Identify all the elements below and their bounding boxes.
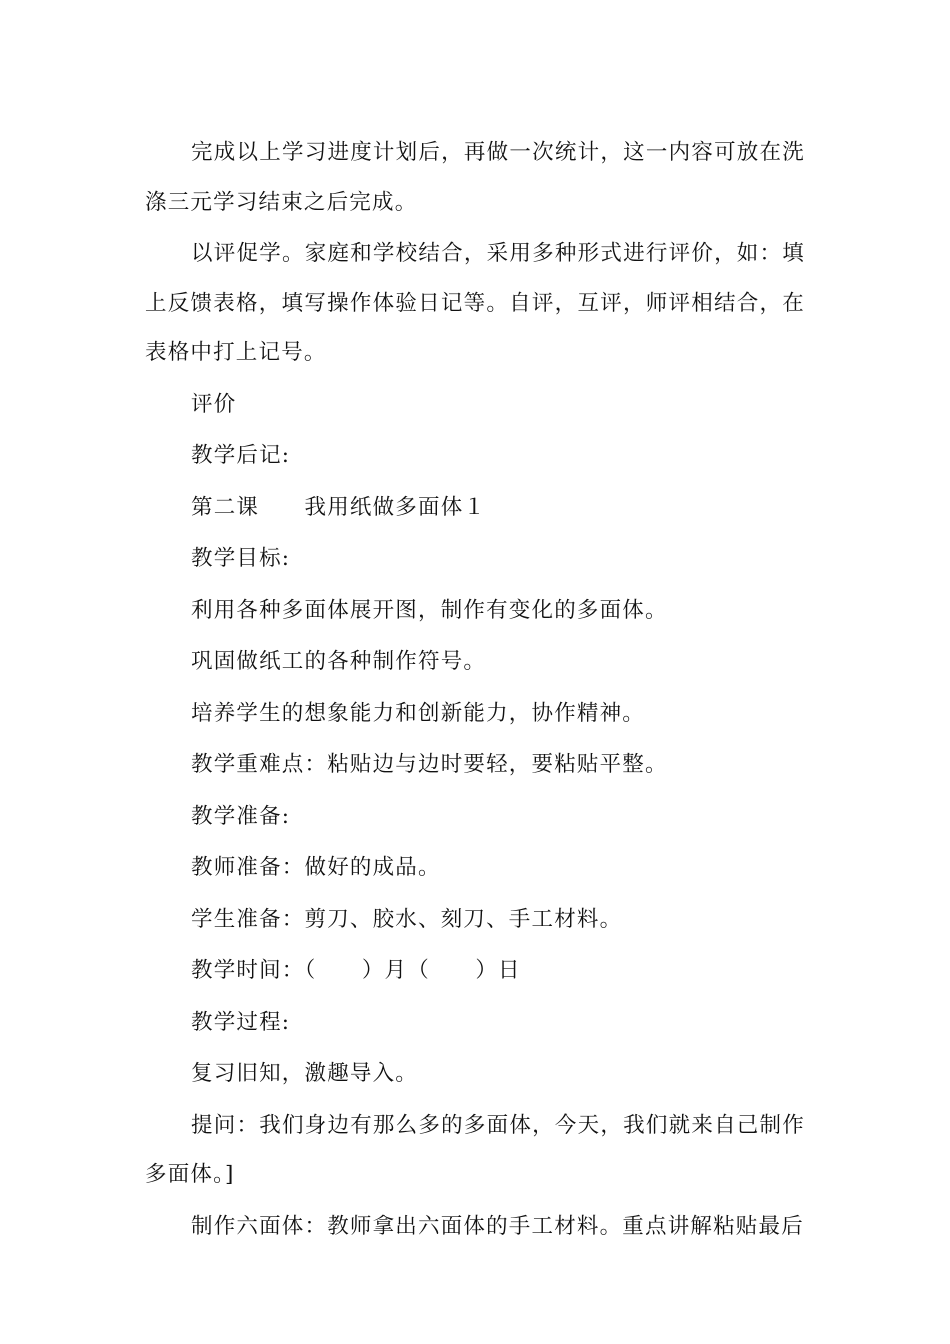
- paragraph-evaluation-method: 以评促学。家庭和学校结合，采用多种形式进行评价，如：填上反馈表格，填写操作体验日记等。自评，互评，师评相结合，在表格中打上记号。: [145, 241, 805, 365]
- document-body: [145, 128, 805, 1253]
- student-preparation: 学生准备：剪刀、胶水、刻刀、手工材料。: [191, 906, 623, 932]
- process-step-review: 复习旧知，激趣导入。: [191, 1061, 419, 1086]
- heading-teaching-goals: 教学目标:: [191, 546, 291, 571]
- teaching-time: 教学时间：（ ）月（ ）日: [191, 958, 521, 983]
- heading-teaching-notes: 教学后记:: [191, 443, 291, 468]
- process-step-hexahedron: 制作六面体：教师拿出六面体的手工材料。重点讲解粘贴最后: [191, 1213, 804, 1239]
- teacher-preparation: 教师准备：做好的成品。: [191, 855, 441, 880]
- heading-teaching-process: 教学过程:: [191, 1009, 291, 1035]
- goal-item-2: 巩固做纸工的各种制作符号。: [191, 649, 487, 674]
- heading-evaluation: 评价: [191, 391, 237, 417]
- key-difficulty: 教学重难点：粘贴边与边时要轻，要粘贴平整。: [191, 752, 668, 777]
- goal-item-3: 培养学生的想象能力和创新能力，协作精神。: [191, 700, 646, 726]
- lesson-title: 第二课 我用纸做多面体１: [191, 494, 487, 520]
- goal-item-1: 利用各种多面体展开图，制作有变化的多面体。: [191, 597, 668, 623]
- heading-preparation: 教学准备:: [191, 803, 291, 829]
- paragraph-progress-plan: 完成以上学习进度计划后，再做一次统计，这一内容可放在洗涤三元学习结束之后完成。: [145, 140, 805, 215]
- process-step-question: 提问：我们身边有那么多的多面体，今天，我们就来自己制作多面体。]: [145, 1112, 805, 1187]
